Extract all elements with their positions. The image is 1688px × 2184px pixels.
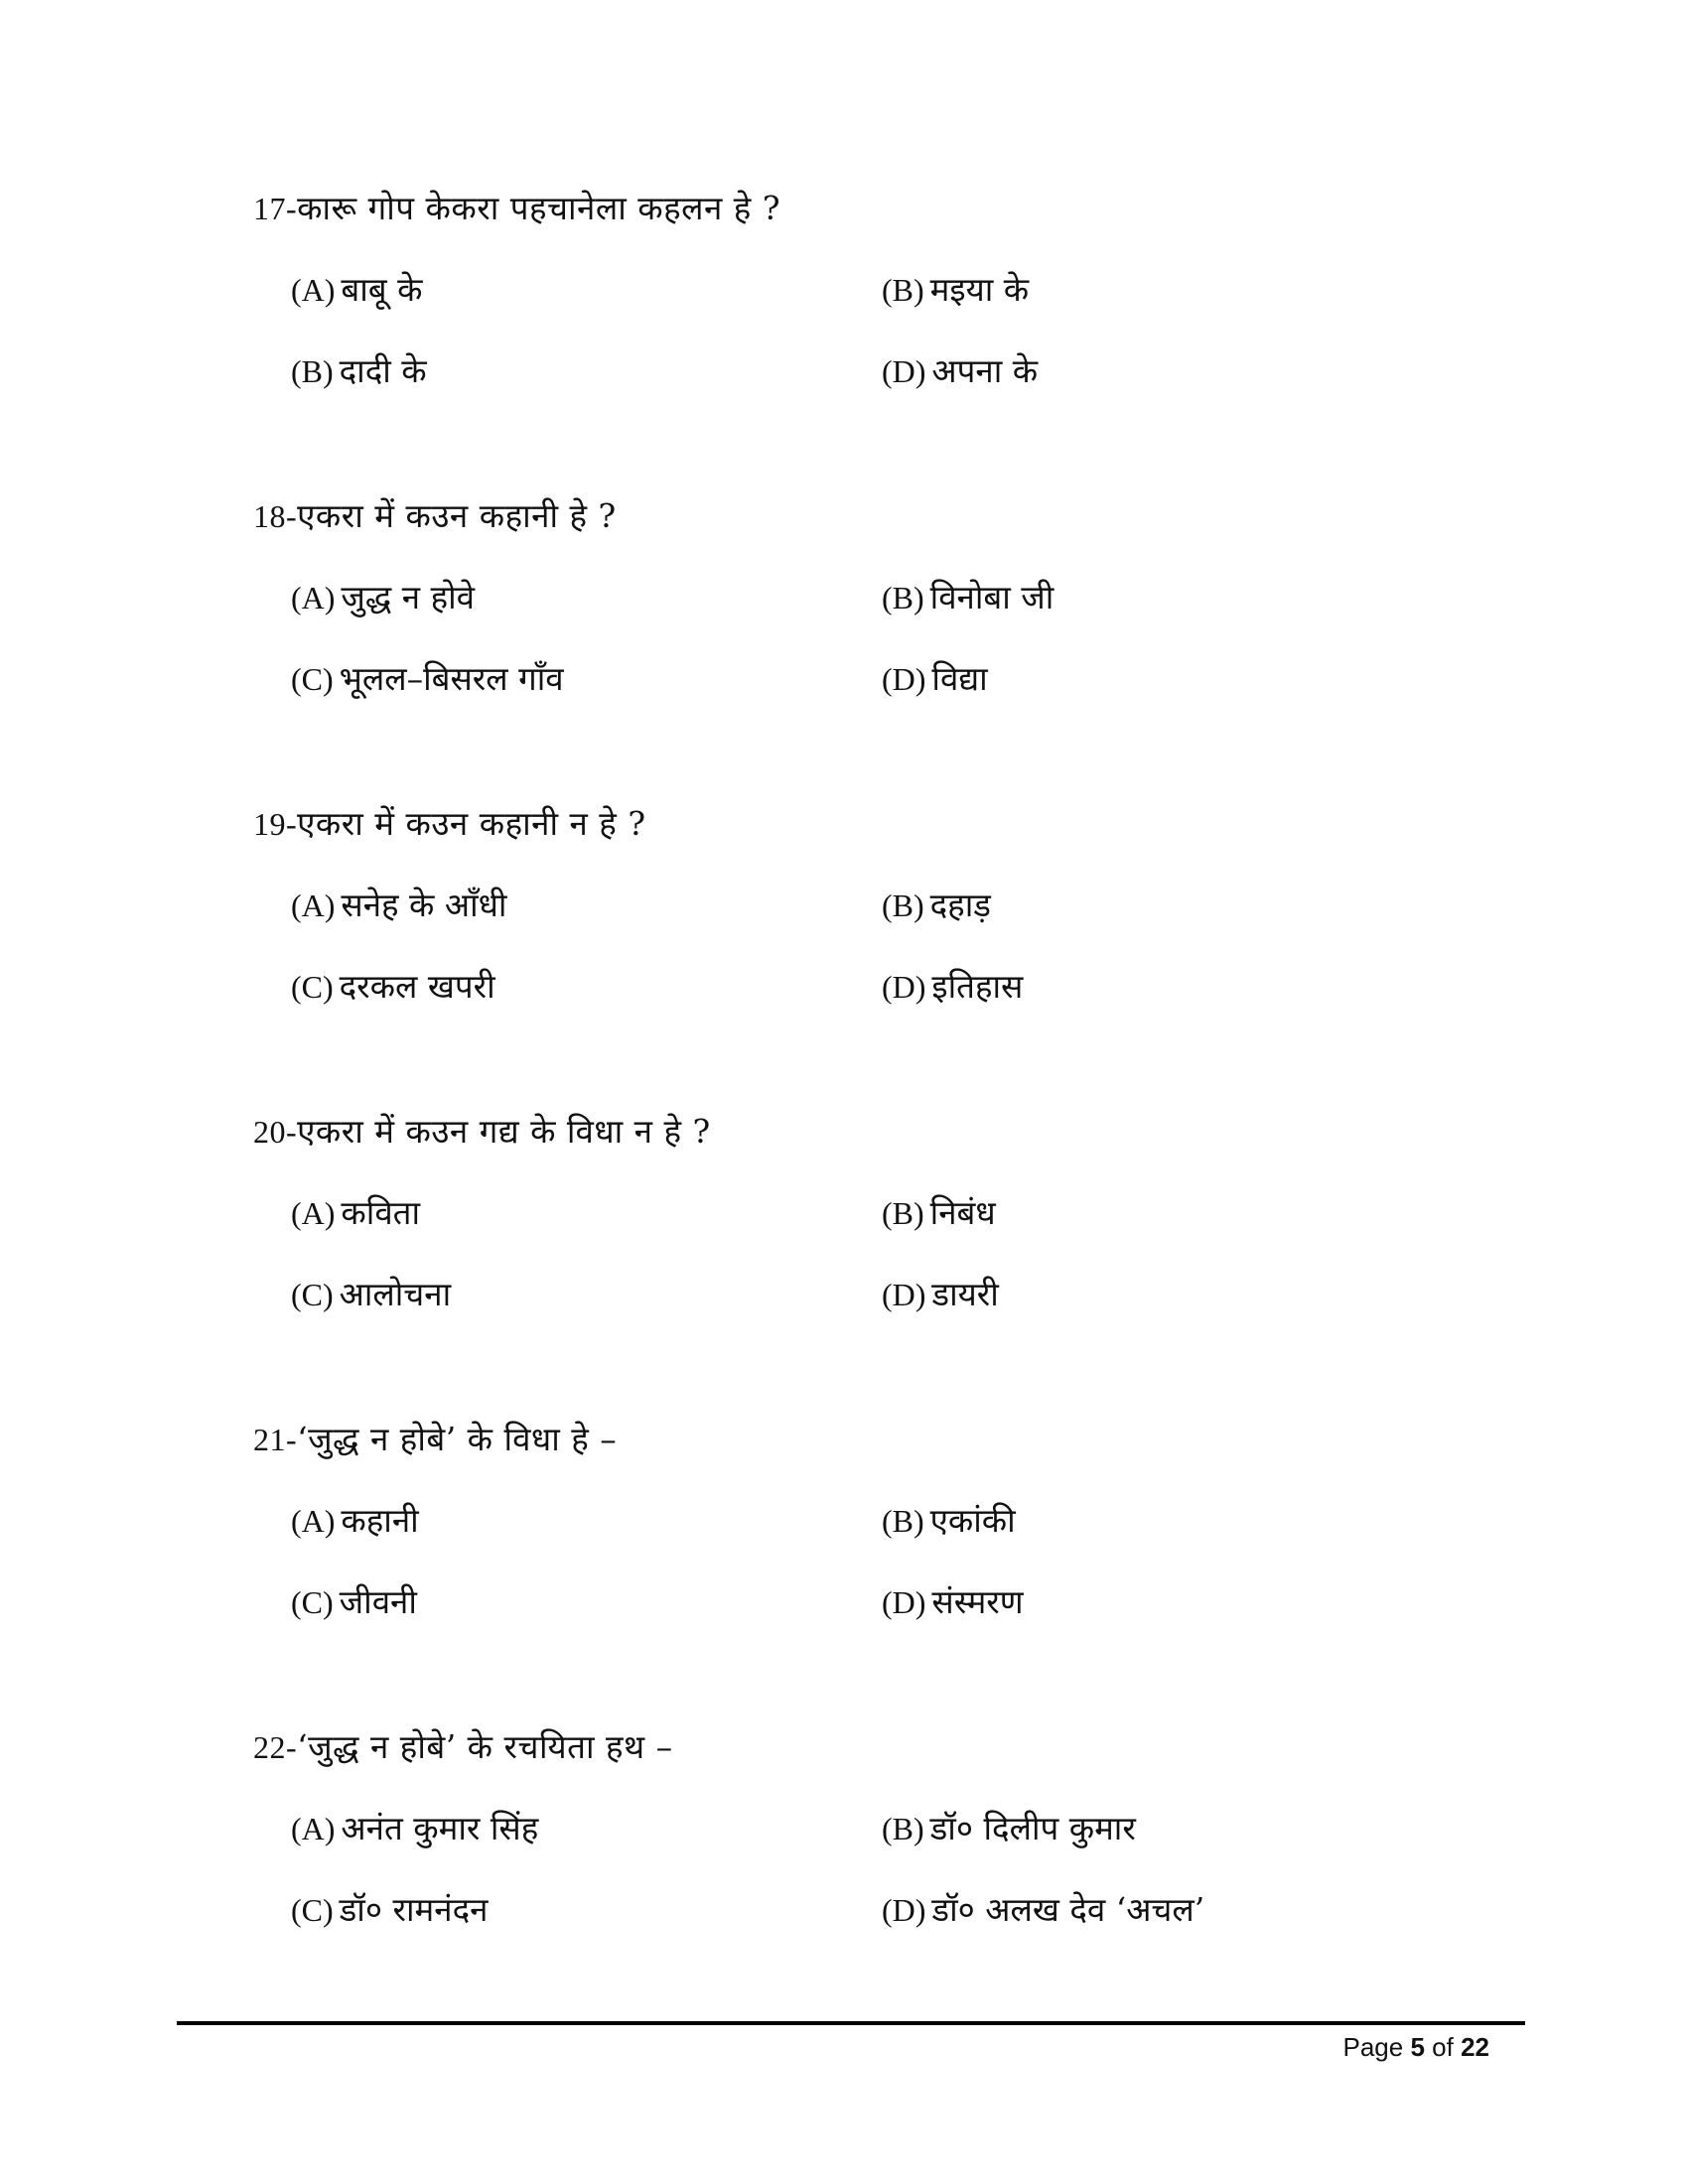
- question-17: [253, 187, 1544, 431]
- option-d: (D) अपना के: [882, 351, 1039, 390]
- question-text: ‘जुद्ध न होबे’ के विधा हे –: [297, 1420, 618, 1458]
- option-a: (A) कविता: [291, 1193, 421, 1232]
- options-list: [291, 1499, 1544, 1662]
- question-20: [253, 1110, 1544, 1354]
- options-list: [291, 1191, 1544, 1354]
- option-d: (D) डायरी: [882, 1275, 999, 1313]
- question-text: एकरा में कउन कहानी हे ?: [297, 496, 617, 535]
- option-d: (D) विद्या: [882, 659, 988, 698]
- page-word: Page: [1342, 2032, 1404, 2062]
- question-title: [253, 494, 1544, 538]
- options-list: [291, 884, 1544, 1046]
- question-21: [253, 1418, 1544, 1662]
- option-a: (A) जुद्ध न होवे: [291, 578, 475, 616]
- option-d: (D) डॉ० अलख देव ‘अचल’: [882, 1890, 1205, 1929]
- option-a: (A) सनेह के आँधी: [291, 886, 507, 924]
- question-18: [253, 494, 1544, 739]
- question-title: [253, 1110, 1544, 1154]
- option-a: (A) कहानी: [291, 1501, 419, 1540]
- question-title: [253, 187, 1544, 230]
- option-d: (D) संस्मरण: [882, 1582, 1024, 1621]
- question-text: कारू गोप केकरा पहचानेला कहलन हे ?: [297, 189, 781, 227]
- footer-divider: [177, 2021, 1525, 2025]
- option-c: (C) भूलल–बिसरल गाँव: [291, 659, 564, 698]
- question-title: [253, 1725, 1544, 1769]
- option-c: (C) जीवनी: [291, 1582, 417, 1621]
- question-title: [253, 1418, 1544, 1461]
- page-indicator: [1342, 2032, 1489, 2063]
- question-text: एकरा में कउन कहानी न हे ?: [297, 804, 646, 843]
- question-text: एकरा में कउन गद्य के विधा न हे ?: [297, 1112, 711, 1151]
- question-number: 21-: [253, 1422, 298, 1457]
- option-b: (B) दहाड़: [882, 886, 991, 924]
- option-a: (A) अनंत कुमार सिंह: [291, 1809, 539, 1847]
- question-text: ‘जुद्ध न होबे’ के रचयिता हथ –: [297, 1727, 673, 1766]
- option-c: (C) आलोचना: [291, 1275, 452, 1313]
- options-list: [291, 576, 1544, 739]
- option-a: (A) बाबू के: [291, 270, 423, 309]
- option-b: (B) विनोबा जी: [882, 578, 1055, 616]
- question-number: 19-: [253, 806, 298, 842]
- option-b: (B) मइया के: [882, 270, 1030, 309]
- question-19: [253, 802, 1544, 1046]
- of-word: of: [1432, 2032, 1454, 2062]
- question-number: 18-: [253, 498, 298, 534]
- question-title: [253, 802, 1544, 846]
- question-number: 20-: [253, 1114, 298, 1150]
- option-b: (B) निबंध: [882, 1193, 996, 1232]
- question-number: 17-: [253, 191, 298, 226]
- total-pages: 22: [1461, 2032, 1489, 2062]
- option-b: (B) डॉ० दिलीप कुमार: [882, 1809, 1136, 1847]
- option-d: (D) इतिहास: [882, 967, 1024, 1006]
- question-22: [253, 1725, 1544, 1970]
- option-c: (C) दरकल खपरी: [291, 967, 495, 1006]
- page-number: 5: [1410, 2032, 1425, 2062]
- option-b: (B) एकांकी: [882, 1501, 1016, 1540]
- options-list: [291, 268, 1544, 431]
- option-c: (B) दादी के: [291, 351, 427, 390]
- option-c: (C) डॉ० रामनंदन: [291, 1890, 489, 1929]
- options-list: [291, 1807, 1544, 1970]
- question-number: 22-: [253, 1729, 298, 1765]
